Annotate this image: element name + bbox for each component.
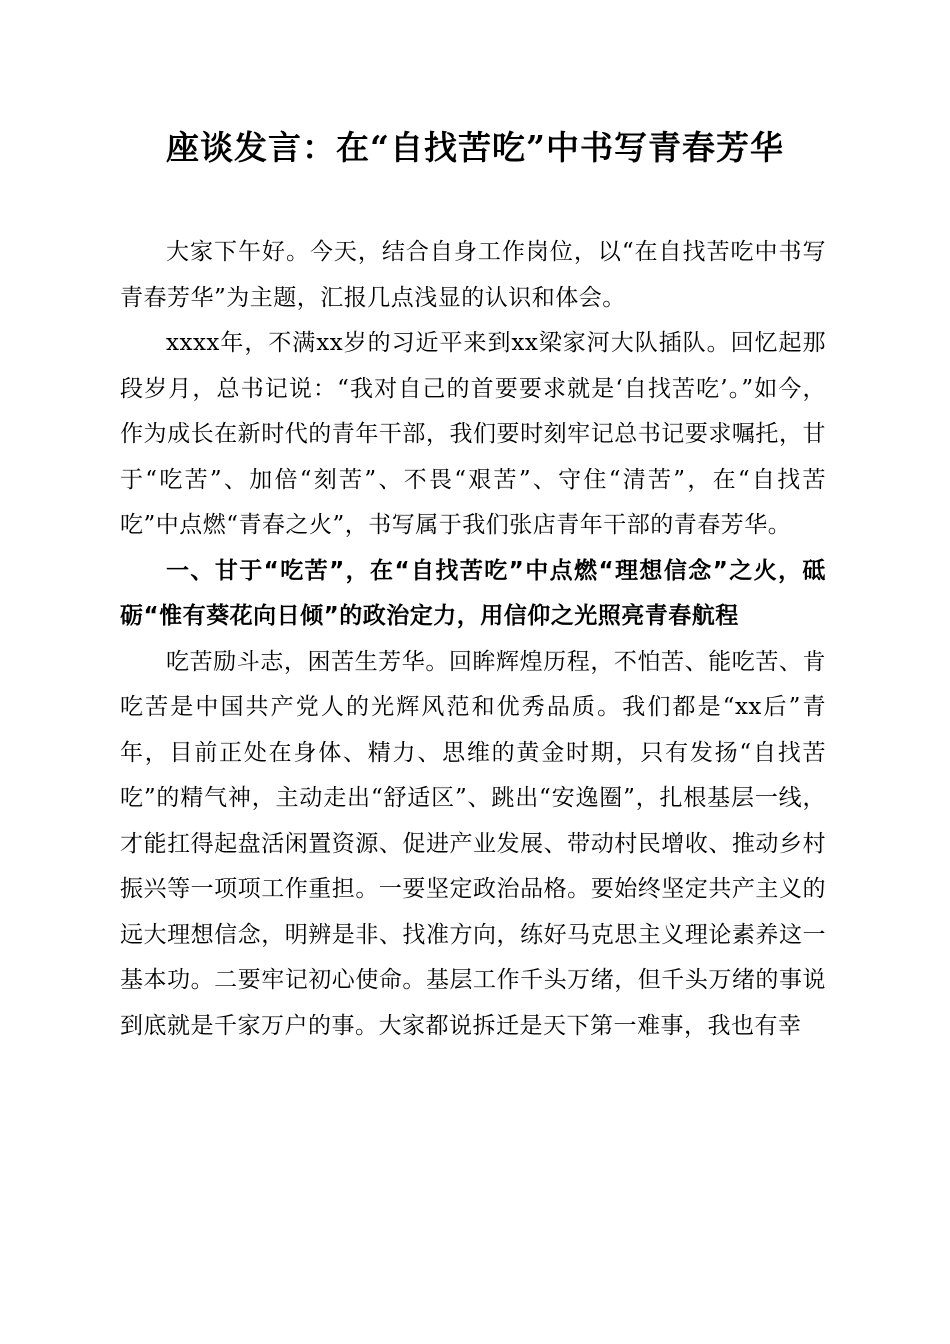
section-heading-1: 一、甘于“吃苦”，在“自找苦吃”中点燃“理想信念”之火，砥砺“惟有葵花向日倾”的政治定力，用信仰之光照亮青春航程 (120, 557, 826, 629)
paragraph-intro: xxxx年，不满xx岁的习近平来到xx梁家河大队插队。回忆起那段岁月，总书记说：“我对自己的首要要求就是‘自找苦吃’。”如今，作为成长在新时代的青年干部，我们要时刻牢记总书记要求嘱托，甘于“吃苦”、加倍“刻苦”、不畏“艰苦”、守住“清苦”，在“自找苦吃”中点燃“青春之火”，书写属于我们张店青年干部的青春芳华。 (120, 330, 826, 538)
document-body (120, 230, 826, 1049)
paragraph-greeting: 大家下午好。今天，结合自身工作岗位，以“在自找苦吃中书写青春芳华”为主题，汇报几点浅显的认识和体会。 (120, 239, 826, 311)
paragraph-section-1: 吃苦励斗志，困苦生芳华。回眸辉煌历程，不怕苦、能吃苦、肯吃苦是中国共产党人的光辉风范和优秀品质。我们都是“xx后”青年，目前正处在身体、精力、思维的黄金时期，只有发扬“自找苦吃”的精气神，主动走出“舒适区”、跳出“安逸圈”，扎根基层一线，才能扛得起盘活闲置资源、促进产业发展、带动村民增收、推动乡村振兴等一项项工作重担。一要坚定政治品格。要始终坚定共产主义的远大理想信念，明辨是非、找准方向，练好马克思主义理论素养这一基本功。二要牢记初心使命。基层工作千头万绪，但千头万绪的事说到底就是千家万户的事。大家都说拆迁是天下第一难事，我也有幸 (120, 648, 826, 1039)
document-title: 座谈发言：在“自找苦吃”中书写青春芳华 (166, 128, 784, 167)
